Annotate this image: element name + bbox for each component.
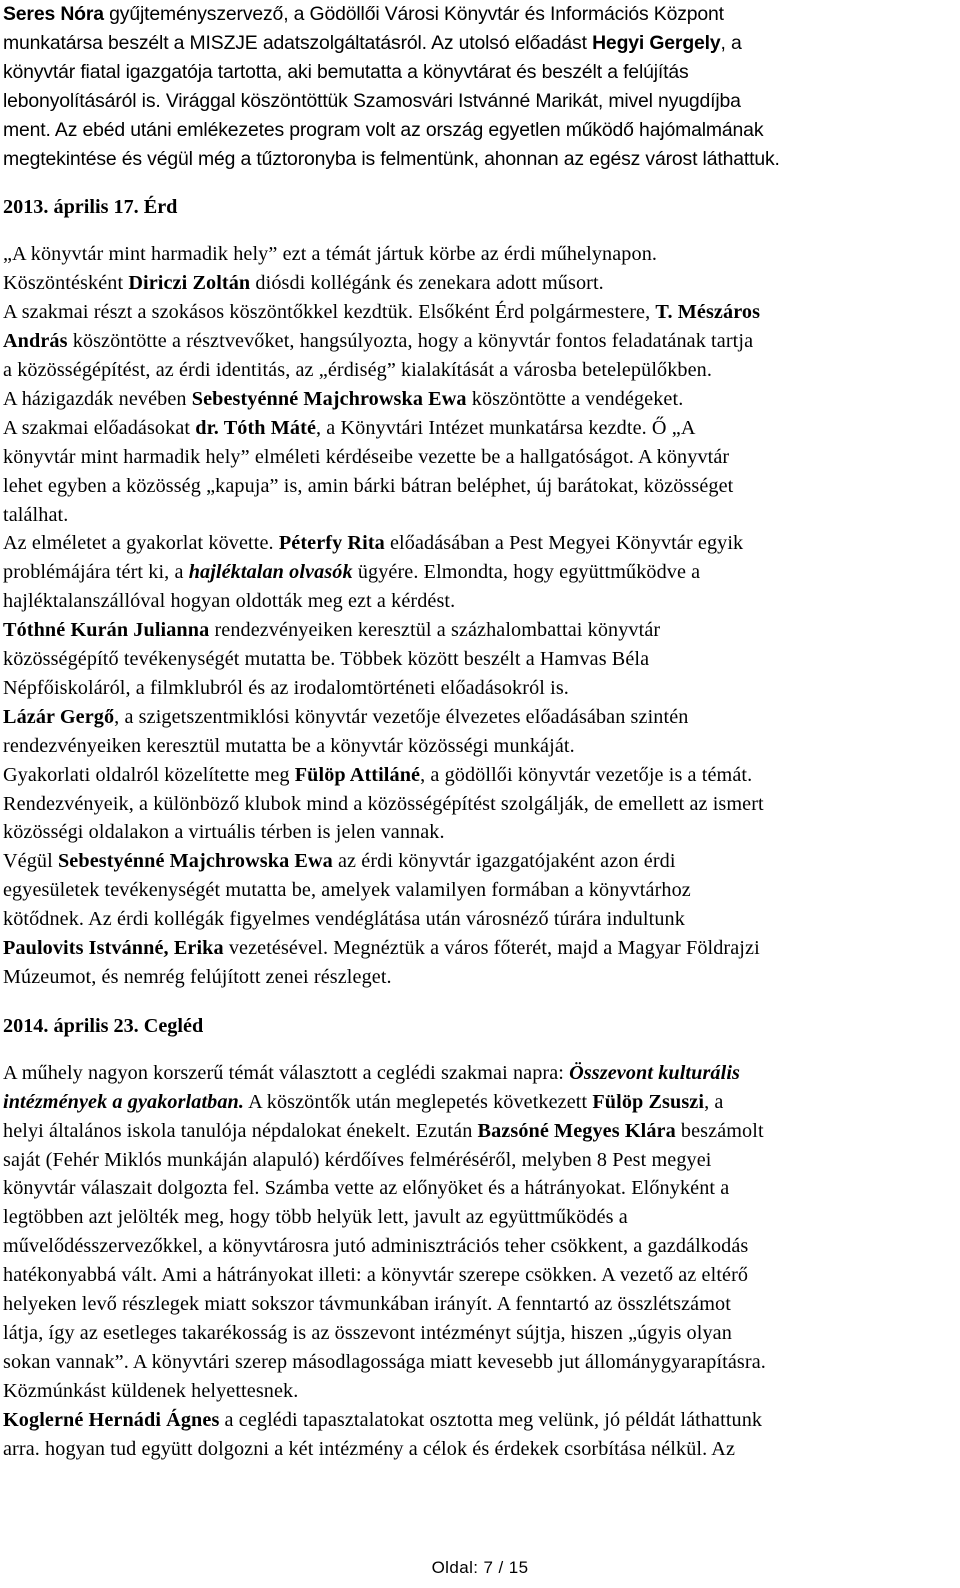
text-span: Az elméletet a gyakorlat követte. [3,532,279,555]
text-line: megtekintése és végül még a tűztoronyba is felmentünk, ahonnan az egész várost láthattuk. [3,147,780,170]
text-span: diósdi kollégánk és zenekara adott műsort. [250,272,604,295]
text-line [3,1406,951,1435]
bold-text: Sebestyénné Majchrowska Ewa [57,850,333,873]
text-line [3,0,951,29]
text-span: Népfőiskoláról, a filmklubról és az irodalomtörténeti előadásokról is. [3,676,569,699]
text-span: köszöntötte a vendégeket. [466,387,684,410]
text-span: gyűjteményszervező, a Gödöllői Városi Könyvtár és Információs Központ [103,3,724,25]
text-line [3,732,951,761]
text-span: Múzeumot, és nemrég felújított zenei részleget. [3,966,392,988]
spacer [3,1041,951,1059]
spacer [3,222,951,240]
bold-text: T. Mészáros [655,301,761,324]
text-span: találhat. [3,503,69,526]
text-span: kötődnek. Az érdi kollégák figyelmes vendéglátása után városnéző túrára indultunk [3,908,685,931]
text-line [3,1435,951,1464]
text-line [3,587,951,616]
text-line [3,558,951,587]
page-number: Oldal: 7 / 15 [431,1558,529,1577]
text-span: , a szigetszentmiklósi könyvtár vezetője élvezetes előadásában szintén [114,705,689,728]
bold-text: Fülöp Attiláné [294,763,421,786]
text-span: a közösségépítést, az érdi identitás, az „érdiség” kialakítását a városba betelepülőkben. [3,358,713,381]
text-span: az érdi könyvtár igazgatójaként azon érdi [332,850,676,873]
text-line [3,616,951,645]
text-line [3,847,951,876]
text-span: rendezvényeiken keresztül mutatta be a könyvtár közösségi munkáját. [3,734,575,757]
text-line [3,443,951,472]
bold-text: Diriczi Zoltán [128,272,251,295]
name-hegyi-gergely: Hegyi Gergely [592,31,721,54]
text-line [3,1319,951,1348]
spacer [3,992,951,1012]
text-line [3,501,951,530]
text-span: köszöntötte a résztvevőket, hangsúlyozta, hogy a könyvtár fontos feladatának tartja [67,330,754,353]
text-line: könyvtár fiatal igazgatója tartotta, aki bemutatta a könyvtárat és beszélt a felújítás [3,60,689,83]
text-line [3,240,951,269]
text-line [3,1088,951,1117]
bold-text: András [3,330,68,353]
text-span: ügyére. Elmondta, hogy együttműködve a [352,561,701,584]
bold-text: Koglerné Hernádi Ágnes [3,1408,220,1431]
text-span: Végül [3,850,58,873]
text-line [3,1290,951,1319]
text-line [3,29,951,58]
text-span: Köszöntésként [3,272,129,295]
text-line [3,934,951,963]
bold-text: Bazsóné Megyes Klára [477,1119,676,1142]
text-line [3,703,951,732]
text-span: , a Könyvtári Intézet munkatársa kezdte. Ő „A [316,416,696,439]
text-line [3,1059,951,1088]
text-line [3,1203,951,1232]
text-line [3,414,951,443]
text-span: Gyakorlati oldalról közelítette meg [3,763,295,786]
section-date-cegled: 2014. április 23. Cegléd [3,1014,204,1037]
text-span: A köszöntők után meglepetés következett [244,1090,593,1113]
text-span: , a [704,1090,724,1113]
text-span: Közmúnkást küldenek helyettesnek. [3,1379,299,1402]
name-seres-nora: Seres Nóra [3,3,104,25]
text-span: A szakmai részt a szokásos köszöntőkkel kezdtük. Elsőként Érd polgármestere, [3,301,656,324]
text-span: hajléktalanszállóval hogyan oldották meg ezt a kérdést. [3,590,456,613]
text-span: közösségépítő tevékenységét mutatta be. Többek között beszélt a Hamvas Béla [3,648,650,671]
text-line [3,385,951,414]
text-line [3,269,951,298]
text-span: hatékonyabbá vált. Ami a hátrányokat illeti: a könyvtár szerepe csökken. A vezető az eltérő [3,1264,749,1287]
text-span: a ceglédi tapasztalatokat osztotta meg velünk, jó példát láthattunk [219,1408,763,1431]
text-line: ment. Az ebéd utáni emlékezetes program volt az ország egyetlen működő hajómalmának [3,118,764,141]
text-span: vezetésével. Megnéztük a város főterét, majd a Magyar Földrajzi [223,937,760,960]
text-span: legtöbben azt jelölték meg, hogy több helyük lett, javult az együttműködés a [3,1206,628,1229]
text-span: problémájára tért ki, a [3,561,189,584]
text-span: , a gödöllői könyvtár vezetője is a témát. [420,763,753,786]
text-span: , a [720,31,742,54]
text-span: A műhely nagyon korszerű témát választott a ceglédi szakmai napra: [3,1061,570,1084]
text-span: „A könyvtár mint harmadik hely” ezt a témát jártuk körbe az érdi műhelynapon. [3,243,658,266]
text-line [3,298,951,327]
text-line [3,645,951,674]
text-span: sokan vannak”. A könyvtári szerep másodlagossága miatt kevesebb jut állománygyarapításra. [3,1350,766,1373]
bold-text: Lázár Gergő [3,705,115,728]
section-date-erd: 2013. április 17. Érd [3,196,178,219]
text-span: arra. hogyan tud együtt dolgozni a két intézmény a célok és érdekek csorbítása nélkül. Az [3,1437,736,1460]
text-span: közösségi oldalakon a virtuális térben is jelen vannak. [3,821,445,844]
text-line [3,818,951,847]
text-line: lebonyolításáról is. Virággal köszöntöttük Szamosvári Istvánné Marikát, mivel nyugdíjba [3,89,741,112]
text-line [3,1117,951,1146]
text-line [3,761,951,790]
spacer [3,173,951,193]
intro-paragraph [3,0,951,173]
text-line [3,1232,951,1261]
text-span: helyeken levő részlegek miatt sokszor távmunkában irányít. A fenntartó az összlétszámot [3,1293,731,1316]
bold-text: Péterfy Rita [278,532,385,555]
text-span: lehet egyben a közösség „kapuja” is, amin bárki bátran beléphet, új barátokat, közösséget [3,474,734,497]
text-line [3,876,951,905]
bold-text: Fülöp Zsuszi [592,1090,705,1113]
text-line [3,529,951,558]
text-line [3,1377,951,1406]
text-span: könyvtár mint harmadik hely” elméleti kérdéseibe vezette be a hallgatóságot. A könyvtár [3,445,730,468]
text-span: látja, így az esetleges takarékosság is az összevont intézményt sújtja, hiszen „úgyis olyan [3,1321,732,1344]
text-line [3,356,951,385]
text-span: Rendezvényeik, a különböző klubok mind a közösségépítést szolgálják, de emellett az ismert [3,792,764,815]
text-line [3,963,951,992]
text-span: munkatársa beszélt a MISZJE adatszolgáltatásról. Az utolsó előadást [3,31,593,54]
section-cegled-body [3,1059,951,1464]
bold-text: Paulovits Istvánné, Erika [3,937,224,960]
text-line [3,674,951,703]
text-span: helyi általános iskola tanulója népdalokat énekelt. Ezután [3,1119,478,1142]
text-span: saját (Fehér Miklós munkáján alapuló) kérdőíves felméréséről, melyben 8 Pest megyei [3,1148,712,1171]
bold-italic-text: hajléktalan olvasók [188,561,353,584]
section-erd-body [3,240,951,992]
text-line [3,1261,951,1290]
text-line [3,1174,951,1203]
text-line [3,905,951,934]
bold-text: Sebestyénné Majchrowska Ewa [191,387,467,410]
bold-italic-text: intézmények a gyakorlatban. [3,1090,245,1113]
text-span: rendezvényeiken keresztül a százhalombattai könyvtár [209,619,661,642]
text-span: könyvtár válaszait dolgozta fel. Számba vette az előnyöket és a hátrányokat. Előnyként a [3,1177,730,1200]
bold-text: dr. Tóth Máté [195,416,316,439]
text-line [3,1146,951,1175]
text-span: művelődésszervezőkkel, a könyvtárosra jutó adminisztrációs teher csökkent, a gazdálkodás [3,1235,749,1258]
text-line [3,472,951,501]
text-span: beszámolt [675,1119,764,1142]
bold-text: Tóthné Kurán Julianna [3,619,210,642]
document-page [3,0,951,1464]
text-line [3,790,951,819]
text-span: egyesületek tevékenységét mutatta be, amelyek valamilyen formában a könyvtárhoz [3,879,691,902]
text-span: előadásában a Pest Megyei Könyvtár egyik [384,532,744,555]
text-span: A szakmai előadásokat [3,416,196,439]
text-line [3,327,951,356]
bold-italic-text: Összevont kulturális [569,1061,740,1084]
text-span: A házigazdák nevében [3,387,192,410]
text-line [3,1348,951,1377]
